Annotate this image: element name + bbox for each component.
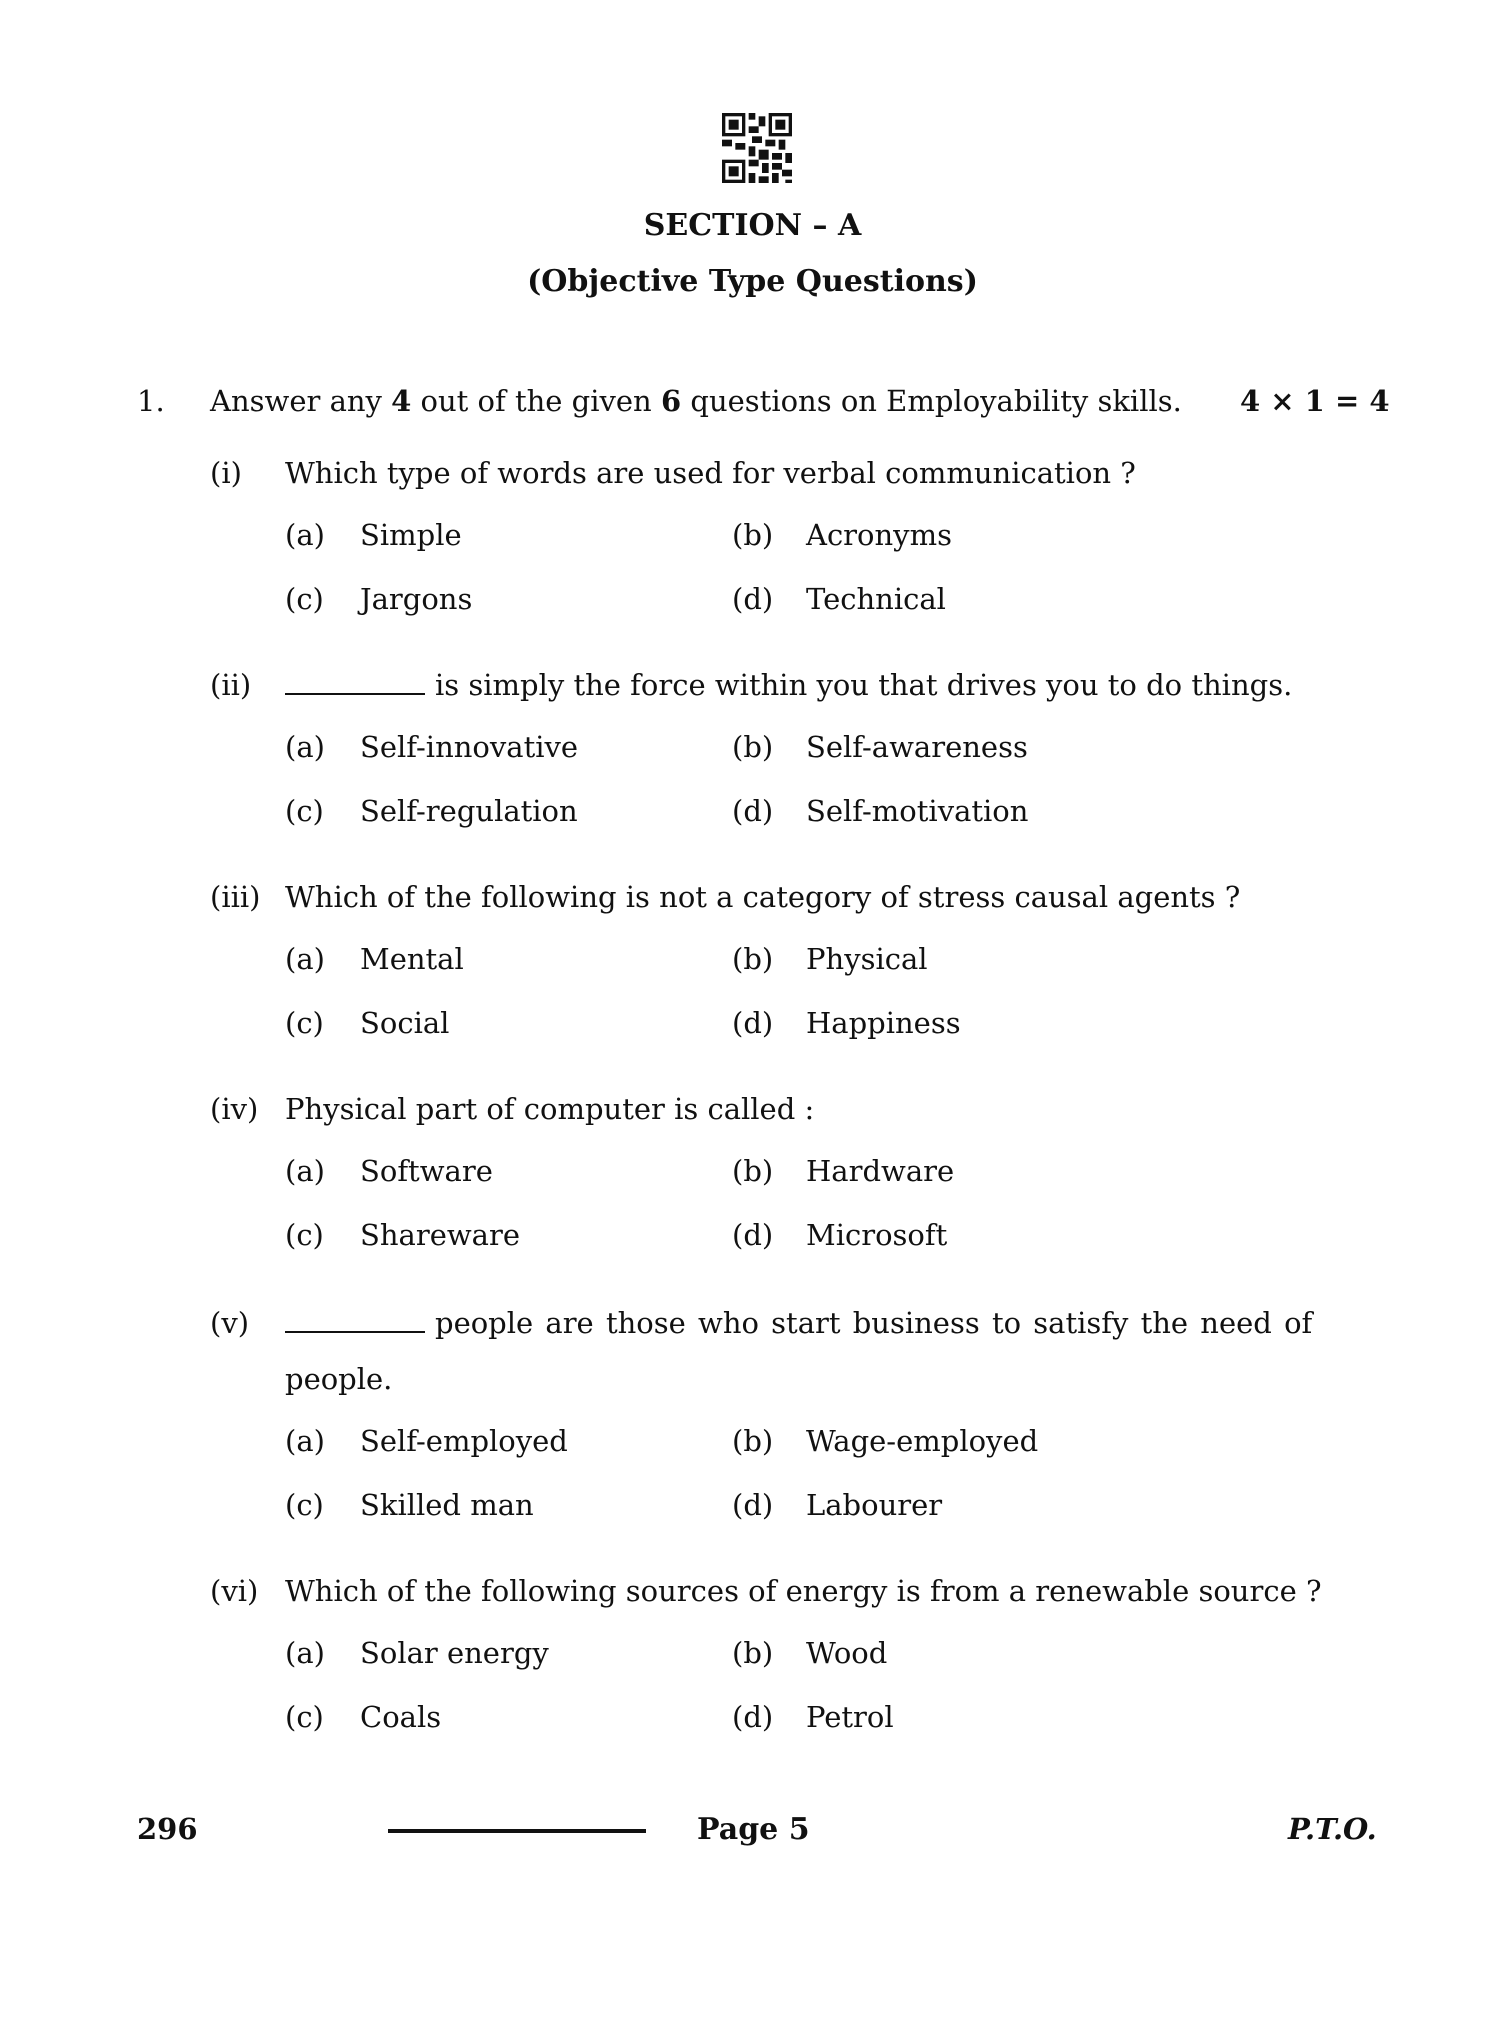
option-text: Self-regulation <box>360 794 578 828</box>
option-letter: (d) <box>732 582 774 616</box>
answer-blank <box>285 693 425 695</box>
subquestion-number: (v) <box>210 1306 250 1340</box>
page-number: Page 5 <box>697 1812 810 1847</box>
subquestion-number: (iv) <box>210 1092 259 1126</box>
option-letter: (c) <box>285 1006 324 1040</box>
pto-label: P.T.O. <box>1288 1812 1377 1846</box>
question-text: Answer any 4 out of the given 6 questions on Employability skills. <box>210 384 1182 418</box>
option-letter: (a) <box>285 942 325 976</box>
subquestion-text: is simply the force within you that drives you to do things. <box>285 668 1292 702</box>
option-letter: (c) <box>285 1218 324 1252</box>
option-text: Happiness <box>806 1006 961 1040</box>
option-letter: (a) <box>285 1424 325 1458</box>
option-letter: (c) <box>285 1488 324 1522</box>
option-letter: (c) <box>285 794 324 828</box>
subquestion-number: (iii) <box>210 880 261 914</box>
section-title: SECTION – A <box>643 208 862 243</box>
option-text: Software <box>360 1154 493 1188</box>
option-text: Jargons <box>360 582 473 616</box>
option-letter: (c) <box>285 1700 324 1734</box>
option-text: Self-employed <box>360 1424 568 1458</box>
option-text: Hardware <box>806 1154 955 1188</box>
option-text: Shareware <box>360 1218 520 1252</box>
option-letter: (d) <box>732 1700 774 1734</box>
option-letter: (b) <box>732 730 774 764</box>
subquestion-text: Physical part of computer is called : <box>285 1092 815 1126</box>
option-letter: (a) <box>285 1154 325 1188</box>
qr-code-icon <box>722 113 792 183</box>
option-text: Coals <box>360 1700 442 1734</box>
subquestion-text: Which of the following sources of energy is from a renewable source ? <box>285 1574 1322 1608</box>
option-text: Self-innovative <box>360 730 579 764</box>
option-text: Petrol <box>806 1700 894 1734</box>
option-letter: (b) <box>732 1424 774 1458</box>
paper-code: 296 <box>137 1812 198 1846</box>
option-text: Acronyms <box>806 518 952 552</box>
subquestion-number: (ii) <box>210 668 252 702</box>
option-text: Self-awareness <box>806 730 1028 764</box>
answer-blank <box>285 1331 425 1333</box>
subquestion-text-continued: people. <box>285 1362 393 1396</box>
question-number: 1. <box>137 384 165 418</box>
option-text: Wage-employed <box>806 1424 1039 1458</box>
option-text: Labourer <box>806 1488 943 1522</box>
option-text: Skilled man <box>360 1488 534 1522</box>
subquestion-number: (i) <box>210 456 242 490</box>
subquestion-number: (vi) <box>210 1574 259 1608</box>
option-text: Physical <box>806 942 928 976</box>
option-letter: (b) <box>732 1636 774 1670</box>
option-text: Simple <box>360 518 462 552</box>
option-text: Solar energy <box>360 1636 549 1670</box>
option-letter: (d) <box>732 1006 774 1040</box>
question-marks: 4 × 1 = 4 <box>1240 384 1390 418</box>
option-letter: (a) <box>285 518 325 552</box>
subquestion-text: people are those who start business to satisfy the need of <box>285 1306 1315 1340</box>
option-letter: (d) <box>732 794 774 828</box>
option-letter: (b) <box>732 1154 774 1188</box>
subquestion-text: Which type of words are used for verbal communication ? <box>285 456 1136 490</box>
option-letter: (d) <box>732 1218 774 1252</box>
option-text: Mental <box>360 942 464 976</box>
option-text: Wood <box>806 1636 888 1670</box>
option-letter: (a) <box>285 1636 325 1670</box>
option-text: Technical <box>806 582 946 616</box>
option-letter: (d) <box>732 1488 774 1522</box>
option-letter: (a) <box>285 730 325 764</box>
option-text: Microsoft <box>806 1218 948 1252</box>
option-text: Social <box>360 1006 450 1040</box>
subquestion-text: Which of the following is not a category of stress causal agents ? <box>285 880 1241 914</box>
option-letter: (b) <box>732 942 774 976</box>
section-subtitle: (Objective Type Questions) <box>527 264 978 299</box>
option-letter: (c) <box>285 582 324 616</box>
footer-divider <box>388 1829 646 1833</box>
option-letter: (b) <box>732 518 774 552</box>
option-text: Self-motivation <box>806 794 1029 828</box>
